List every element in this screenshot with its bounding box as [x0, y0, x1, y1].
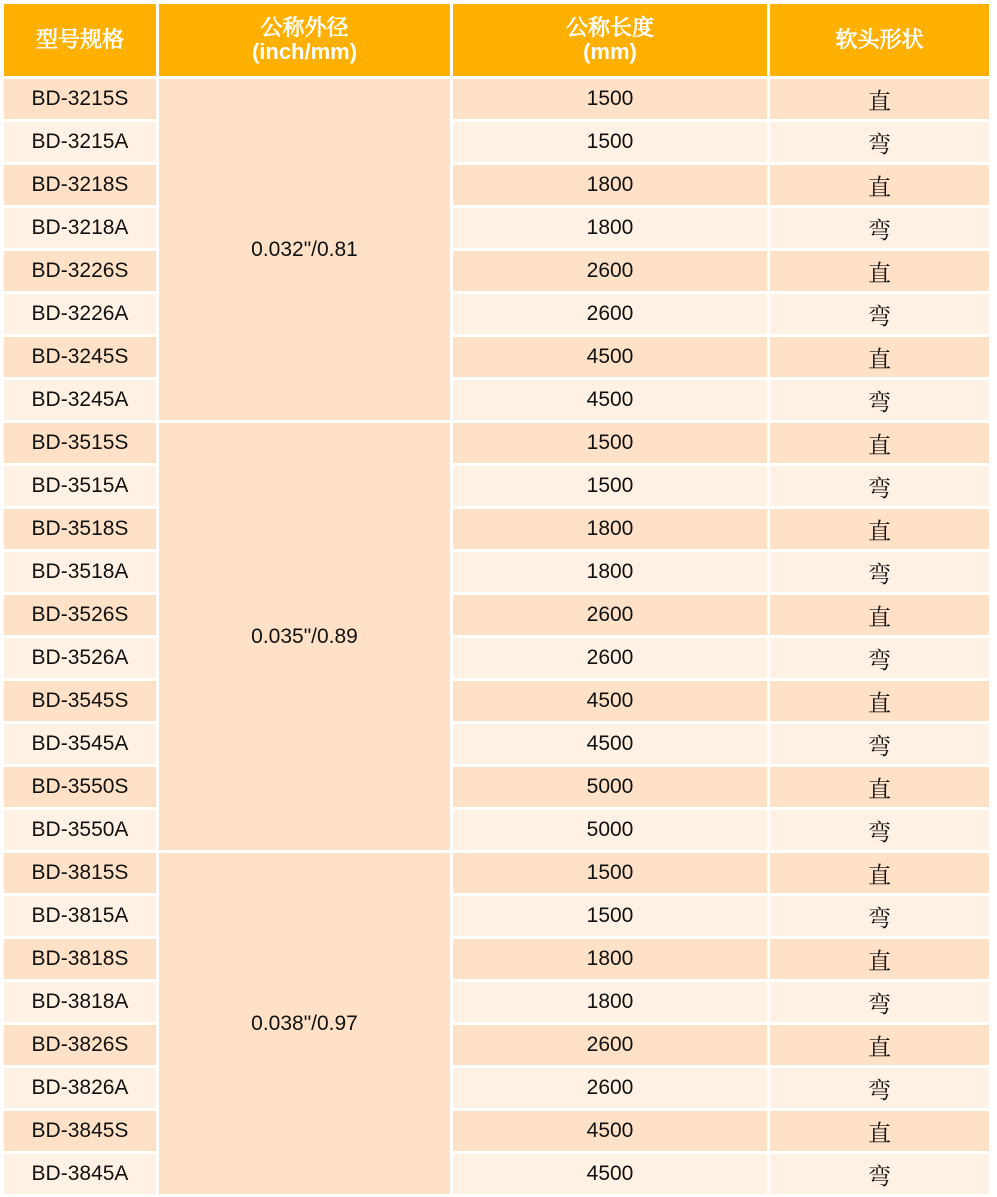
model-cell: BD-3245A: [4, 380, 156, 420]
table-row: [4, 208, 989, 248]
model-cell: BD-3526A: [4, 638, 156, 678]
shape-cell: 弯: [770, 466, 989, 506]
table-row: [4, 896, 989, 936]
table-row: [4, 423, 989, 463]
model-cell: BD-3545S: [4, 681, 156, 721]
shape-cell: 弯: [770, 810, 989, 850]
model-cell: BD-3515S: [4, 423, 156, 463]
table-row: [4, 767, 989, 807]
table-row: [4, 165, 989, 205]
model-cell: BD-3245S: [4, 337, 156, 377]
length-cell: 4500: [453, 681, 767, 721]
length-cell: 4500: [453, 380, 767, 420]
header-model-label: 型号规格: [35, 27, 124, 52]
length-cell: 1500: [453, 79, 767, 119]
table-row: [4, 939, 989, 979]
length-cell: 2600: [453, 294, 767, 334]
length-cell: 2600: [453, 251, 767, 291]
model-cell: BD-3215S: [4, 79, 156, 119]
table-row: [4, 466, 989, 506]
model-cell: BD-3818A: [4, 982, 156, 1022]
header-diameter-label: 公称外径: [260, 15, 349, 40]
header-diameter: [159, 4, 450, 76]
table-row: [4, 380, 989, 420]
header-diameter-unit: (inch/mm): [251, 39, 358, 64]
length-cell: 1500: [453, 896, 767, 936]
table-row: [4, 509, 989, 549]
header-shape-label: 软头形状: [835, 27, 924, 52]
shape-cell: 直: [770, 681, 989, 721]
shape-cell: 直: [770, 767, 989, 807]
model-cell: BD-3215A: [4, 122, 156, 162]
table-row: [4, 681, 989, 721]
shape-cell: 弯: [770, 122, 989, 162]
model-cell: BD-3515A: [4, 466, 156, 506]
header-row: [4, 4, 989, 76]
shape-cell: 直: [770, 1111, 989, 1151]
model-cell: BD-3550S: [4, 767, 156, 807]
model-cell: BD-3826A: [4, 1068, 156, 1108]
table-row: [4, 552, 989, 592]
length-cell: 2600: [453, 595, 767, 635]
table-row: [4, 853, 989, 893]
shape-cell: 弯: [770, 1068, 989, 1108]
shape-cell: 弯: [770, 294, 989, 334]
table-row: [4, 1068, 989, 1108]
diameter-cell: 0.038"/0.97: [159, 853, 450, 1194]
length-cell: 1500: [453, 423, 767, 463]
model-cell: BD-3226A: [4, 294, 156, 334]
length-cell: 5000: [453, 810, 767, 850]
length-cell: 4500: [453, 337, 767, 377]
model-cell: BD-3545A: [4, 724, 156, 764]
length-cell: 4500: [453, 1111, 767, 1151]
model-cell: BD-3818S: [4, 939, 156, 979]
length-cell: 1800: [453, 509, 767, 549]
shape-cell: 弯: [770, 380, 989, 420]
model-cell: BD-3815S: [4, 853, 156, 893]
shape-cell: 直: [770, 853, 989, 893]
shape-cell: 弯: [770, 896, 989, 936]
model-cell: BD-3518S: [4, 509, 156, 549]
table-row: [4, 79, 989, 119]
table-row: [4, 1111, 989, 1151]
length-cell: 1800: [453, 165, 767, 205]
length-cell: 5000: [453, 767, 767, 807]
header-shape: [770, 4, 989, 76]
length-cell: 4500: [453, 724, 767, 764]
header-length: [453, 4, 767, 76]
table-header: [4, 4, 989, 76]
table-row: [4, 595, 989, 635]
header-length-label: 公称长度: [565, 15, 654, 40]
model-cell: BD-3226S: [4, 251, 156, 291]
shape-cell: 弯: [770, 208, 989, 248]
shape-cell: 直: [770, 939, 989, 979]
model-cell: BD-3815A: [4, 896, 156, 936]
table-row: [4, 294, 989, 334]
table-row: [4, 122, 989, 162]
length-cell: 1800: [453, 208, 767, 248]
spec-table: [1, 1, 992, 1197]
model-cell: BD-3845A: [4, 1154, 156, 1194]
header-length-unit: (mm): [583, 39, 637, 64]
shape-cell: 直: [770, 1025, 989, 1065]
model-cell: BD-3218A: [4, 208, 156, 248]
diameter-cell: 0.032"/0.81: [159, 79, 450, 420]
table-row: [4, 810, 989, 850]
length-cell: 2600: [453, 1068, 767, 1108]
length-cell: 2600: [453, 1025, 767, 1065]
shape-cell: 弯: [770, 1154, 989, 1194]
shape-cell: 弯: [770, 982, 989, 1022]
table-row: [4, 638, 989, 678]
header-model: [4, 4, 156, 76]
model-cell: BD-3550A: [4, 810, 156, 850]
shape-cell: 直: [770, 79, 989, 119]
model-cell: BD-3518A: [4, 552, 156, 592]
table-row: [4, 337, 989, 377]
model-cell: BD-3526S: [4, 595, 156, 635]
length-cell: 1800: [453, 552, 767, 592]
model-cell: BD-3218S: [4, 165, 156, 205]
model-cell: BD-3826S: [4, 1025, 156, 1065]
shape-cell: 弯: [770, 552, 989, 592]
table-row: [4, 251, 989, 291]
shape-cell: 直: [770, 165, 989, 205]
table-row: [4, 982, 989, 1022]
diameter-cell: 0.035"/0.89: [159, 423, 450, 850]
model-cell: BD-3845S: [4, 1111, 156, 1151]
shape-cell: 直: [770, 337, 989, 377]
shape-cell: 弯: [770, 638, 989, 678]
table-row: [4, 1025, 989, 1065]
length-cell: 2600: [453, 638, 767, 678]
length-cell: 1500: [453, 853, 767, 893]
length-cell: 1800: [453, 939, 767, 979]
shape-cell: 直: [770, 423, 989, 463]
length-cell: 1500: [453, 122, 767, 162]
shape-cell: 直: [770, 509, 989, 549]
shape-cell: 弯: [770, 724, 989, 764]
table-body: [4, 79, 989, 1194]
shape-cell: 直: [770, 251, 989, 291]
length-cell: 1800: [453, 982, 767, 1022]
table-row: [4, 724, 989, 764]
length-cell: 4500: [453, 1154, 767, 1194]
table-row: [4, 1154, 989, 1194]
shape-cell: 直: [770, 595, 989, 635]
length-cell: 1500: [453, 466, 767, 506]
